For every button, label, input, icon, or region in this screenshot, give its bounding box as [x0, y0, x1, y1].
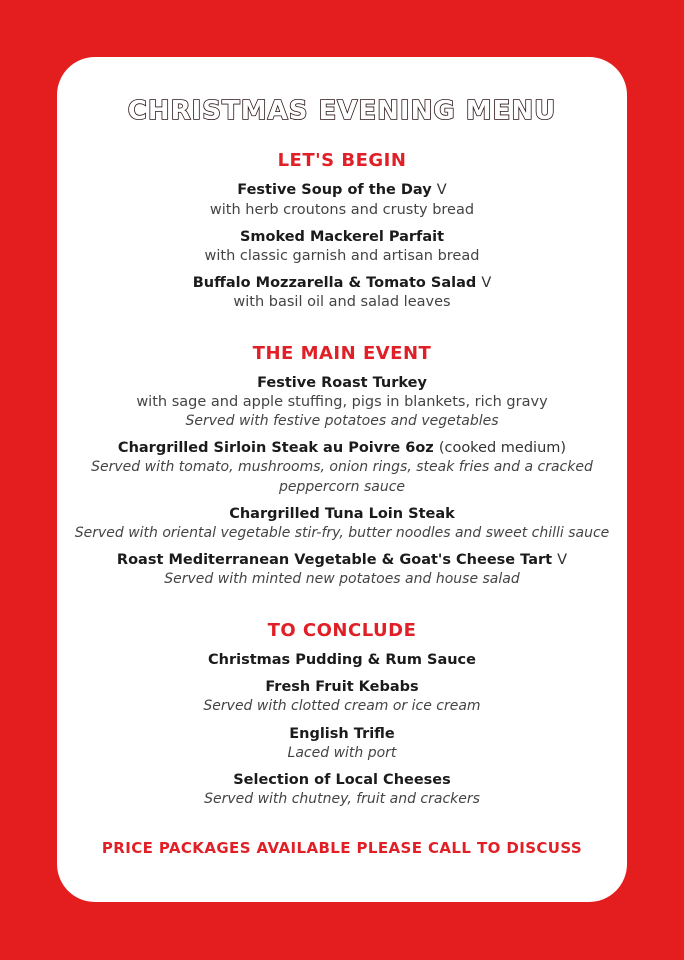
dish-description: with basil oil and salad leaves [233, 294, 451, 310]
dish-festive-soup [0, 182, 684, 198]
vegetarian-marker: V [481, 275, 492, 291]
dish-vegetable-tart [0, 552, 684, 568]
vegetarian-marker: V [436, 182, 447, 198]
dish-sirloin-steak [0, 440, 684, 456]
dish-name: Chargrilled Sirloin Steak au Poivre 6oz [117, 440, 434, 456]
dish-serving-note: Served with chutney, fruit and crackers [204, 791, 480, 807]
price-packages-notice: PRICE PACKAGES AVAILABLE PLEASE CALL TO DISCUSS [101, 839, 583, 857]
dish-mozzarella-salad [0, 275, 684, 291]
menu-title: CHRISTMAS EVENING MENU [127, 96, 557, 126]
dish-name: Buffalo Mozzarella & Tomato Salad [192, 275, 477, 291]
section-heading-to-conclude: TO CONCLUDE [267, 620, 417, 641]
dish-name: Festive Soup of the Day [237, 182, 432, 198]
dish-serving-note: Served with oriental vegetable stir-fry, butter noodles and sweet chilli sauce [74, 525, 610, 541]
dish-description: with herb croutons and crusty bread [209, 202, 475, 218]
dish-name: Festive Roast Turkey [257, 375, 427, 391]
dish-name: Selection of Local Cheeses [233, 772, 451, 788]
dish-serving-note: Served with clotted cream or ice cream [203, 698, 481, 714]
dish-serving-note: Served with festive potatoes and vegetables [185, 413, 499, 429]
dish-name: Christmas Pudding & Rum Sauce [208, 652, 476, 668]
dish-tuna-steak [0, 506, 684, 522]
cooking-note: (cooked medium) [438, 440, 567, 456]
dish-serving-note: Served with tomato, mushrooms, onion rings, steak fries and a cracked [91, 459, 593, 475]
dish-serving-note: Served with minted new potatoes and house salad [164, 571, 520, 587]
dish-description: with classic garnish and artisan bread [204, 248, 480, 264]
dish-name: Fresh Fruit Kebabs [265, 679, 419, 695]
dish-name: Smoked Mackerel Parfait [239, 229, 445, 245]
dish-serving-note-continued: peppercorn sauce [278, 479, 406, 495]
dish-christmas-pudding [0, 652, 684, 668]
dish-roast-turkey [0, 375, 684, 391]
dish-name: English Trifle [289, 726, 395, 742]
dish-description: with sage and apple stuffing, pigs in blankets, rich gravy [136, 394, 548, 410]
dish-fruit-kebabs [0, 679, 684, 695]
dish-serving-note: Laced with port [287, 745, 397, 761]
dish-name: Chargrilled Tuna Loin Steak [229, 506, 455, 522]
section-heading-lets-begin: LET'S BEGIN [277, 150, 407, 171]
section-heading-main-event: THE MAIN EVENT [252, 343, 432, 364]
dish-local-cheeses [0, 772, 684, 788]
dish-mackerel-parfait [0, 229, 684, 245]
dish-english-trifle [0, 726, 684, 742]
vegetarian-marker: V [557, 552, 568, 568]
dish-name: Roast Mediterranean Vegetable & Goat's Cheese Tart [116, 552, 553, 568]
